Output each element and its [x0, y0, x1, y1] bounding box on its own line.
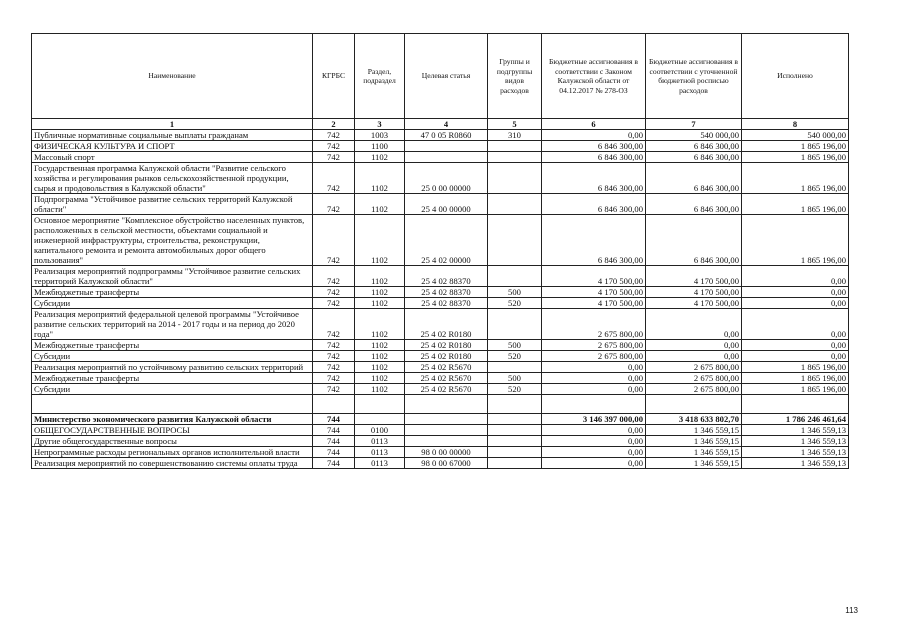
table-cell-executed: 1 865 196,00 — [742, 373, 849, 384]
table-cell-target: 25 4 02 88370 — [405, 298, 488, 309]
table-cell-kgrbs: 742 — [313, 298, 355, 309]
table-cell-refined: 0,00 — [646, 340, 742, 351]
table-cell-target: 47 0 05 R0860 — [405, 130, 488, 141]
col-header-name: Наименование — [32, 34, 313, 119]
table-cell-law: 2 675 800,00 — [542, 309, 646, 340]
table-cell-kgrbs: 742 — [313, 351, 355, 362]
table-cell-target: 25 4 02 R5670 — [405, 362, 488, 373]
table-cell-kgrbs: 742 — [313, 215, 355, 266]
table-cell-refined: 1 346 559,15 — [646, 447, 742, 458]
empty-cell — [646, 395, 742, 414]
col-number: 1 — [32, 119, 313, 130]
table-cell-refined: 540 000,00 — [646, 130, 742, 141]
table-cell-section: 1102 — [355, 163, 405, 194]
table-cell-section: 1102 — [355, 309, 405, 340]
empty-cell — [355, 395, 405, 414]
table-cell-group — [488, 414, 542, 425]
table-cell-kgrbs: 744 — [313, 425, 355, 436]
table-cell-refined: 0,00 — [646, 309, 742, 340]
table-cell-executed: 1 346 559,13 — [742, 436, 849, 447]
table-cell-law: 0,00 — [542, 362, 646, 373]
table-cell-kgrbs: 744 — [313, 414, 355, 425]
spacer-row — [32, 395, 849, 414]
table-cell-name: Публичные нормативные социальные выплаты гражданам — [32, 130, 313, 141]
table-cell-kgrbs: 742 — [313, 194, 355, 215]
col-number: 4 — [405, 119, 488, 130]
table-cell-executed: 1 346 559,13 — [742, 425, 849, 436]
table-cell-name: Субсидии — [32, 298, 313, 309]
table-cell-law: 3 146 397 000,00 — [542, 414, 646, 425]
table-cell-target: 25 4 02 88370 — [405, 266, 488, 287]
table-cell-name: Государственная программа Калужской области "Развитие сельского хозяйства и регулирования рынков сельскохозяйственной продукции, сырья и продовольствия в Калужской области" — [32, 163, 313, 194]
table-cell-target — [405, 141, 488, 152]
table-cell-section: 1102 — [355, 340, 405, 351]
table-row — [32, 215, 849, 266]
table-row — [32, 298, 849, 309]
table-body — [32, 130, 849, 469]
col-number: 6 — [542, 119, 646, 130]
table-cell-executed: 540 000,00 — [742, 130, 849, 141]
table-cell-executed: 1 865 196,00 — [742, 152, 849, 163]
table-cell-law: 6 846 300,00 — [542, 141, 646, 152]
table-cell-law: 6 846 300,00 — [542, 215, 646, 266]
table-cell-kgrbs: 742 — [313, 130, 355, 141]
table-cell-target: 98 0 00 67000 — [405, 458, 488, 469]
table-cell-refined: 1 346 559,15 — [646, 436, 742, 447]
table-cell-refined: 6 846 300,00 — [646, 215, 742, 266]
table-row — [32, 351, 849, 362]
table-cell-executed: 0,00 — [742, 298, 849, 309]
table-row — [32, 141, 849, 152]
table-cell-executed: 1 865 196,00 — [742, 362, 849, 373]
table-cell-target — [405, 414, 488, 425]
col-number: 8 — [742, 119, 849, 130]
table-cell-kgrbs: 742 — [313, 141, 355, 152]
table-cell-refined: 1 346 559,15 — [646, 425, 742, 436]
table-cell-group: 520 — [488, 298, 542, 309]
table-cell-law: 0,00 — [542, 373, 646, 384]
col-header-target: Целевая статья — [405, 34, 488, 119]
table-cell-section: 1102 — [355, 298, 405, 309]
table-cell-kgrbs: 742 — [313, 340, 355, 351]
table-row — [32, 458, 849, 469]
empty-cell — [313, 395, 355, 414]
table-cell-law: 4 170 500,00 — [542, 298, 646, 309]
table-cell-name: Непрограммные расходы региональных органов исполнительной власти — [32, 447, 313, 458]
col-header-executed: Исполнено — [742, 34, 849, 119]
table-cell-section: 1102 — [355, 215, 405, 266]
table-cell-kgrbs: 742 — [313, 362, 355, 373]
column-number-row — [32, 119, 849, 130]
table-cell-law: 6 846 300,00 — [542, 163, 646, 194]
table-cell-section: 1102 — [355, 266, 405, 287]
table-cell-executed: 1 865 196,00 — [742, 384, 849, 395]
table-cell-executed: 1 865 196,00 — [742, 141, 849, 152]
empty-cell — [405, 395, 488, 414]
table-cell-refined: 2 675 800,00 — [646, 384, 742, 395]
table-cell-name: Реализация мероприятий по совершенствованию системы оплаты труда — [32, 458, 313, 469]
table-cell-kgrbs: 742 — [313, 384, 355, 395]
table-cell-name: Субсидии — [32, 384, 313, 395]
table-cell-refined: 4 170 500,00 — [646, 287, 742, 298]
col-number: 3 — [355, 119, 405, 130]
table-cell-law: 2 675 800,00 — [542, 351, 646, 362]
table-cell-section: 0100 — [355, 425, 405, 436]
col-header-kgrbs: КГРБС — [313, 34, 355, 119]
table-cell-target: 25 4 02 R5670 — [405, 384, 488, 395]
table-cell-kgrbs: 742 — [313, 287, 355, 298]
table-cell-section: 1102 — [355, 152, 405, 163]
table-cell-refined: 0,00 — [646, 351, 742, 362]
table-cell-section: 1102 — [355, 194, 405, 215]
table-cell-law: 0,00 — [542, 436, 646, 447]
table-cell-section: 0113 — [355, 436, 405, 447]
table-cell-section — [355, 414, 405, 425]
table-cell-name: Межбюджетные трансферты — [32, 373, 313, 384]
col-header-refined: Бюджетные ассигнования в соответствии с уточненной бюджетной росписью расходов — [646, 34, 742, 119]
table-row — [32, 287, 849, 298]
table-cell-section: 0113 — [355, 447, 405, 458]
table-cell-name: Реализация мероприятий по устойчивому развитию сельских территорий — [32, 362, 313, 373]
col-number: 7 — [646, 119, 742, 130]
table-cell-refined: 3 418 633 802,70 — [646, 414, 742, 425]
table-cell-group — [488, 458, 542, 469]
empty-cell — [742, 395, 849, 414]
table-cell-group — [488, 362, 542, 373]
table-cell-executed: 0,00 — [742, 287, 849, 298]
table-row — [32, 384, 849, 395]
table-cell-target: 25 4 02 R5670 — [405, 373, 488, 384]
table-cell-executed: 0,00 — [742, 266, 849, 287]
table-cell-group: 310 — [488, 130, 542, 141]
table-cell-name: Реализация мероприятий подпрограммы "Устойчивое развитие сельских территорий Калужской области" — [32, 266, 313, 287]
table-row — [32, 414, 849, 425]
table-cell-executed: 0,00 — [742, 309, 849, 340]
table-cell-name: Межбюджетные трансферты — [32, 340, 313, 351]
table-cell-section: 1102 — [355, 373, 405, 384]
table-row — [32, 130, 849, 141]
col-number: 2 — [313, 119, 355, 130]
table-cell-law: 0,00 — [542, 458, 646, 469]
table-cell-executed: 1 865 196,00 — [742, 215, 849, 266]
table-cell-target: 25 0 00 00000 — [405, 163, 488, 194]
table-cell-refined: 2 675 800,00 — [646, 362, 742, 373]
table-cell-name: ФИЗИЧЕСКАЯ КУЛЬТУРА И СПОРТ — [32, 141, 313, 152]
table-cell-law: 0,00 — [542, 447, 646, 458]
table-cell-target — [405, 436, 488, 447]
table-cell-executed: 1 786 246 461,64 — [742, 414, 849, 425]
table-cell-law: 6 846 300,00 — [542, 152, 646, 163]
table-cell-target: 25 4 02 00000 — [405, 215, 488, 266]
table-cell-law: 0,00 — [542, 130, 646, 141]
table-cell-group — [488, 152, 542, 163]
table-row — [32, 436, 849, 447]
table-cell-kgrbs: 744 — [313, 447, 355, 458]
table-row — [32, 362, 849, 373]
table-cell-name: ОБЩЕГОСУДАРСТВЕННЫЕ ВОПРОСЫ — [32, 425, 313, 436]
table-cell-kgrbs: 742 — [313, 163, 355, 194]
table-cell-group — [488, 425, 542, 436]
col-header-groups: Группы и подгруппы видов расходов — [488, 34, 542, 119]
table-cell-group: 500 — [488, 373, 542, 384]
empty-cell — [542, 395, 646, 414]
table-cell-law: 0,00 — [542, 425, 646, 436]
table-cell-section: 0113 — [355, 458, 405, 469]
table-cell-group: 520 — [488, 351, 542, 362]
table-cell-name: Другие общегосударственные вопросы — [32, 436, 313, 447]
table-cell-section: 1100 — [355, 141, 405, 152]
table-cell-refined: 1 346 559,15 — [646, 458, 742, 469]
budget-table — [31, 33, 849, 469]
table-cell-section: 1102 — [355, 362, 405, 373]
table-cell-name: Массовый спорт — [32, 152, 313, 163]
table-cell-section: 1102 — [355, 287, 405, 298]
table-cell-section: 1102 — [355, 384, 405, 395]
table-row — [32, 163, 849, 194]
table-cell-law: 6 846 300,00 — [542, 194, 646, 215]
table-cell-group: 520 — [488, 384, 542, 395]
table-cell-target: 25 4 02 88370 — [405, 287, 488, 298]
table-cell-name: Межбюджетные трансферты — [32, 287, 313, 298]
table-cell-target: 98 0 00 00000 — [405, 447, 488, 458]
table-cell-group — [488, 194, 542, 215]
table-cell-group — [488, 141, 542, 152]
table-cell-kgrbs: 742 — [313, 152, 355, 163]
table-cell-group — [488, 309, 542, 340]
table-cell-kgrbs: 742 — [313, 373, 355, 384]
empty-cell — [32, 395, 313, 414]
table-row — [32, 447, 849, 458]
table-cell-group — [488, 266, 542, 287]
col-header-law: Бюджетные ассигнования в соответствии с Законом Калужской области от 04.12.2017 № 278-ОЗ — [542, 34, 646, 119]
table-row — [32, 194, 849, 215]
table-cell-kgrbs: 744 — [313, 436, 355, 447]
table-cell-name: Подпрограмма "Устойчивое развитие сельских территорий Калужской области" — [32, 194, 313, 215]
table-cell-executed: 1 346 559,13 — [742, 458, 849, 469]
table-cell-group — [488, 163, 542, 194]
table-cell-group — [488, 436, 542, 447]
table-cell-group: 500 — [488, 287, 542, 298]
table-cell-executed: 1 865 196,00 — [742, 194, 849, 215]
table-row — [32, 309, 849, 340]
header-row — [32, 34, 849, 119]
table-cell-kgrbs: 744 — [313, 458, 355, 469]
table-cell-executed: 0,00 — [742, 351, 849, 362]
table-cell-executed: 1 865 196,00 — [742, 163, 849, 194]
table-cell-refined: 4 170 500,00 — [646, 266, 742, 287]
table-row — [32, 266, 849, 287]
table-row — [32, 425, 849, 436]
table-cell-executed: 0,00 — [742, 340, 849, 351]
table-cell-law: 4 170 500,00 — [542, 287, 646, 298]
table-row — [32, 152, 849, 163]
table-cell-group: 500 — [488, 340, 542, 351]
table-cell-target: 25 4 02 R0180 — [405, 309, 488, 340]
table-cell-law: 2 675 800,00 — [542, 340, 646, 351]
table-cell-refined: 6 846 300,00 — [646, 141, 742, 152]
table-cell-name: Реализация мероприятий федеральной целевой программы "Устойчивое развитие сельских территорий на 2014 - 2017 годы и на период до 2020 года" — [32, 309, 313, 340]
table-cell-law: 0,00 — [542, 384, 646, 395]
col-header-section: Раздел, подраздел — [355, 34, 405, 119]
col-number: 5 — [488, 119, 542, 130]
table-cell-refined: 6 846 300,00 — [646, 152, 742, 163]
table-cell-target: 25 4 02 R0180 — [405, 351, 488, 362]
table-cell-law: 4 170 500,00 — [542, 266, 646, 287]
table-cell-target: 25 4 00 00000 — [405, 194, 488, 215]
empty-cell — [488, 395, 542, 414]
table-cell-name: Министерство экономического развития Калужской области — [32, 414, 313, 425]
table-cell-name: Субсидии — [32, 351, 313, 362]
table-cell-kgrbs: 742 — [313, 309, 355, 340]
table-cell-group — [488, 215, 542, 266]
table-cell-kgrbs: 742 — [313, 266, 355, 287]
table-cell-target: 25 4 02 R0180 — [405, 340, 488, 351]
table-cell-group — [488, 447, 542, 458]
table-cell-refined: 6 846 300,00 — [646, 194, 742, 215]
table-cell-refined: 2 675 800,00 — [646, 373, 742, 384]
table-cell-target — [405, 425, 488, 436]
page-number: 113 — [845, 606, 858, 615]
table-cell-section: 1102 — [355, 351, 405, 362]
table-cell-refined: 4 170 500,00 — [646, 298, 742, 309]
table-cell-executed: 1 346 559,13 — [742, 447, 849, 458]
table-cell-target — [405, 152, 488, 163]
table-row — [32, 373, 849, 384]
table-cell-refined: 6 846 300,00 — [646, 163, 742, 194]
table-row — [32, 340, 849, 351]
table-cell-name: Основное мероприятие "Комплексное обустройство населенных пунктов, расположенных в сельской местности, объектами социальной и инженерной инфраструктуры, строительства, реконструкции, капитального ремонта и ремонта автомобильных дорог общего пользования" — [32, 215, 313, 266]
table-cell-section: 1003 — [355, 130, 405, 141]
